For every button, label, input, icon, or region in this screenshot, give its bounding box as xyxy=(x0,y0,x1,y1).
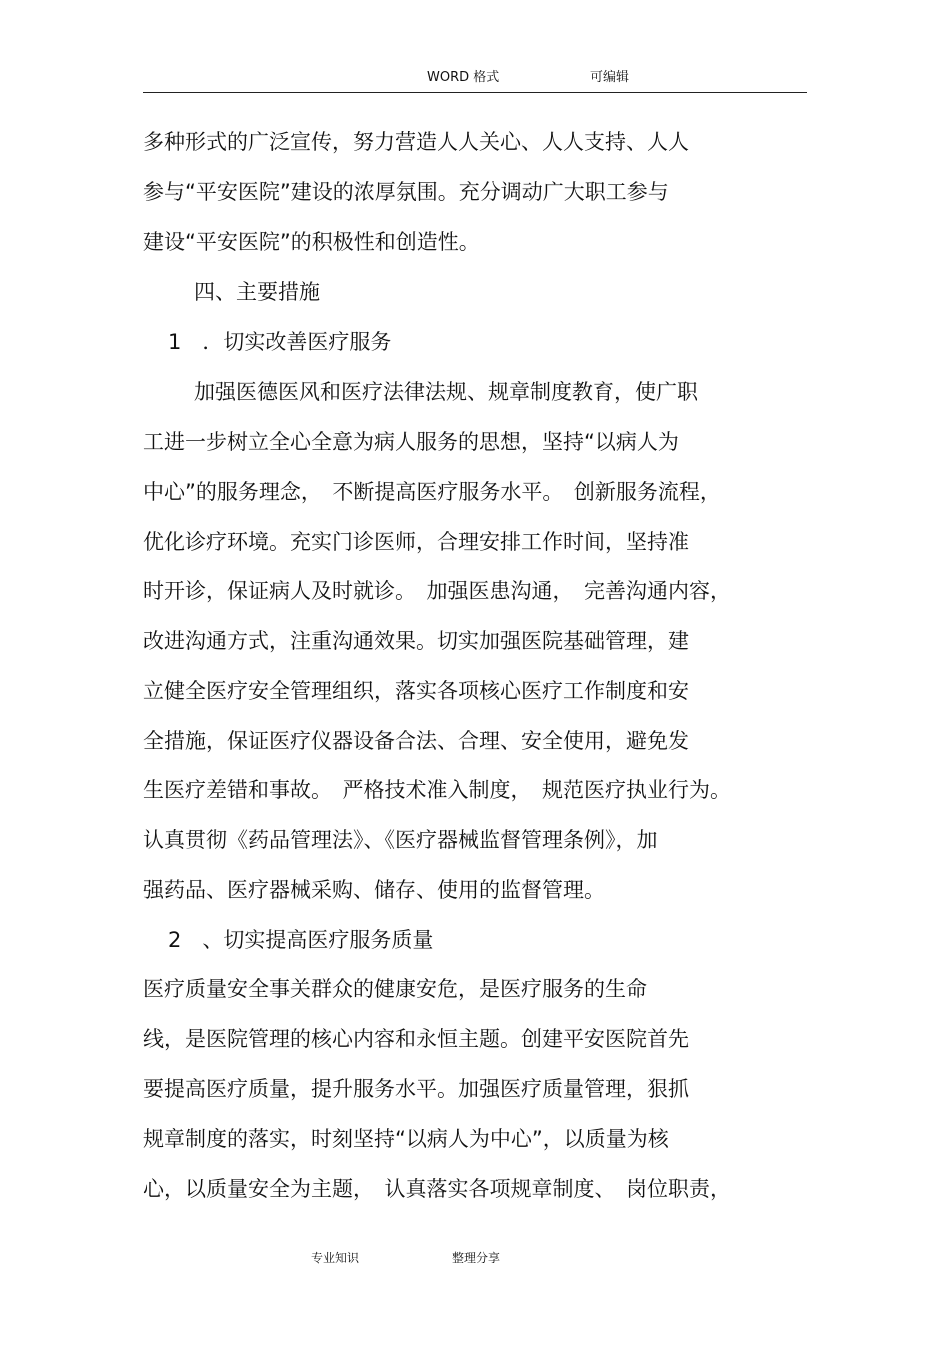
text-line: 立健全医疗安全管理组织，落实各项核心医疗工作制度和安 xyxy=(143,679,689,703)
text-line: 生医疗差错和事故。 严格技术准入制度， 规范医疗执业行为。 xyxy=(143,778,731,802)
page-footer-right: 整理分享 xyxy=(452,1251,501,1265)
text-line: 规章制度的落实，时刻坚持“以病人为中心”，以质量为核 xyxy=(143,1127,669,1151)
page-header-right: 可编辑 xyxy=(590,70,630,85)
page-header-left: WORD 格式 xyxy=(427,70,500,85)
text-line: 中心”的服务理念， 不断提高医疗服务水平。 创新服务流程， xyxy=(143,480,721,504)
text-line: 要提高医疗质量，提升服务水平。加强医疗质量管理，狠抓 xyxy=(143,1077,689,1101)
text-line: 改进沟通方式，注重沟通效果。切实加强医院基础管理，建 xyxy=(143,629,689,653)
text-line: 医疗质量安全事关群众的健康安危，是医疗服务的生命 xyxy=(143,977,647,1001)
text-line: 线，是医院管理的核心内容和永恒主题。创建平安医院首先 xyxy=(143,1027,689,1051)
text-line: 加强医德医风和医疗法律法规、规章制度教育，使广职 xyxy=(194,380,698,404)
text-line: 强药品、医疗器械采购、储存、使用的监督管理。 xyxy=(143,878,605,902)
text-line: 认真贯彻《药品管理法》、《医疗器械监督管理条例》，加 xyxy=(143,828,658,852)
text-line: 优化诊疗环境。充实门诊医师，合理安排工作时间，坚持准 xyxy=(143,530,689,554)
text-line: 心，以质量安全为主题， 认真落实各项规章制度、 岗位职责， xyxy=(143,1177,731,1201)
text-line: 时开诊，保证病人及时就诊。 加强医患沟通， 完善沟通内容， xyxy=(143,579,731,603)
text-line: 参与“平安医院”建设的浓厚氛围。充分调动广大职工参与 xyxy=(143,180,669,204)
subsection-heading: 2 、切实提高医疗服务质量 xyxy=(168,928,434,952)
text-line: 多种形式的广泛宣传，努力营造人人关心、人人支持、人人 xyxy=(143,130,689,154)
section-heading: 四、主要措施 xyxy=(194,280,320,304)
header-rule xyxy=(143,92,807,93)
page-footer-left: 专业知识 xyxy=(311,1251,360,1265)
subsection-heading: 1 ．切实改善医疗服务 xyxy=(168,330,392,354)
text-line: 建设“平安医院”的积极性和创造性。 xyxy=(143,230,480,254)
text-line: 全措施，保证医疗仪器设备合法、合理、安全使用，避免发 xyxy=(143,729,689,753)
text-line: 工进一步树立全心全意为病人服务的思想，坚持“以病人为 xyxy=(143,430,679,454)
